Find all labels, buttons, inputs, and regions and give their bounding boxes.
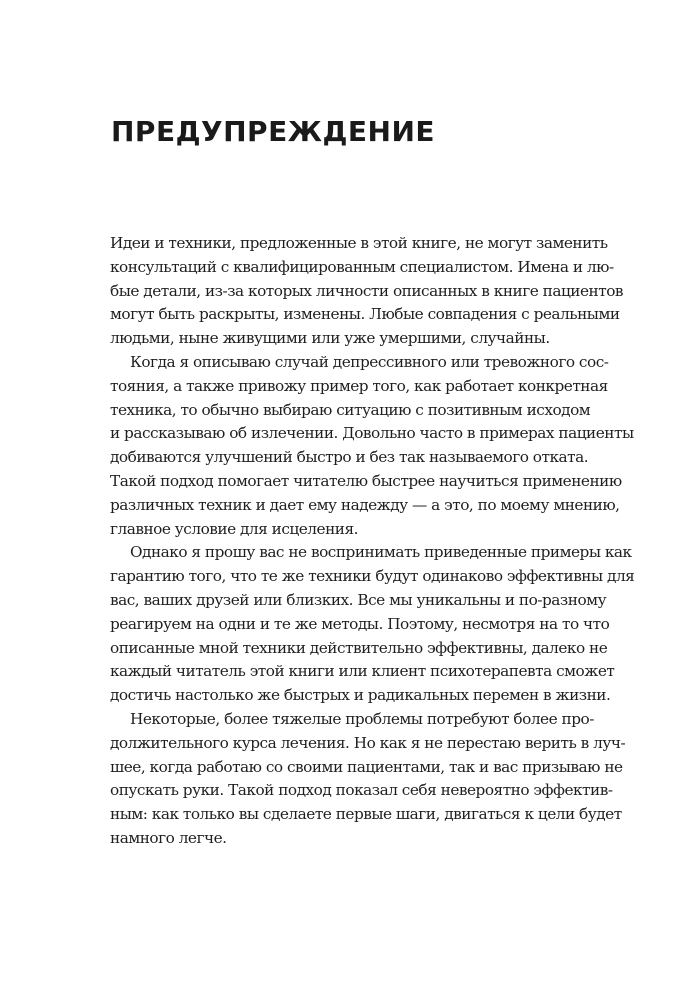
text-line: описанные мной техники действительно эффективны, далеко не [110,638,608,657]
text-line: Однако я прошу вас не воспринимать приведенные примеры как [130,543,632,562]
text-line: Когда я описываю случай депрессивного или тревожного сос- [130,352,609,371]
text-line: должительного курса лечения. Но как я не перестаю верить в луч- [110,733,626,752]
text-line: гарантию того, что те же техники будут одинаково эффективны для [110,567,635,586]
text-line: и рассказываю об излечении. Довольно часто в примерах пациенты [110,424,634,443]
text-line: могут быть раскрыты, изменены. Любые совпадения с реальными [110,305,620,324]
text-line: Некоторые, более тяжелые проблемы потребуют более про- [130,709,594,728]
text-line: различных техник и дает ему надежду — а это, по моему мнению, [110,495,620,514]
page-title: ПРЕДУПРЕЖДЕНИЕ [111,115,436,148]
body-text [110,232,635,851]
text-line: достичь настолько же быстрых и радикальных перемен в жизни. [110,686,611,705]
text-line: консультаций с квалифицированным специалистом. Имена и лю- [110,257,614,276]
text-line: тояния, а также привожу пример того, как работает конкретная [110,376,608,395]
text-line: Такой подход помогает читателю быстрее научиться применению [110,471,622,490]
text-line: ным: как только вы сделаете первые шаги, двигаться к цели будет [110,805,622,824]
text-line: добиваются улучшений быстро и без так называемого отката. [110,448,589,467]
text-line: каждый читатель этой книги или клиент психотерапевта сможет [110,662,615,681]
text-line: опускать руки. Такой подход показал себя невероятно эффектив- [110,781,613,800]
text-line: реагируем на одни и те же методы. Поэтому, несмотря на то что [110,614,610,633]
text-line: шее, когда работаю со своими пациентами, так и вас призываю не [110,757,623,776]
text-line: бые детали, из-за которых личности описанных в книге пациентов [110,281,624,300]
text-line: людьми, ныне живущими или уже умершими, случайны. [110,329,550,348]
text-line: техника, то обычно выбираю ситуацию с позитивным исходом [110,400,591,419]
text-line: главное условие для исцеления. [110,519,358,538]
text-line: Идеи и техники, предложенные в этой книге, не могут заменить [110,234,608,252]
text-line: вас, ваших друзей или близких. Все мы уникальны и по-разному [110,590,607,609]
text-line: намного легче. [110,828,227,847]
